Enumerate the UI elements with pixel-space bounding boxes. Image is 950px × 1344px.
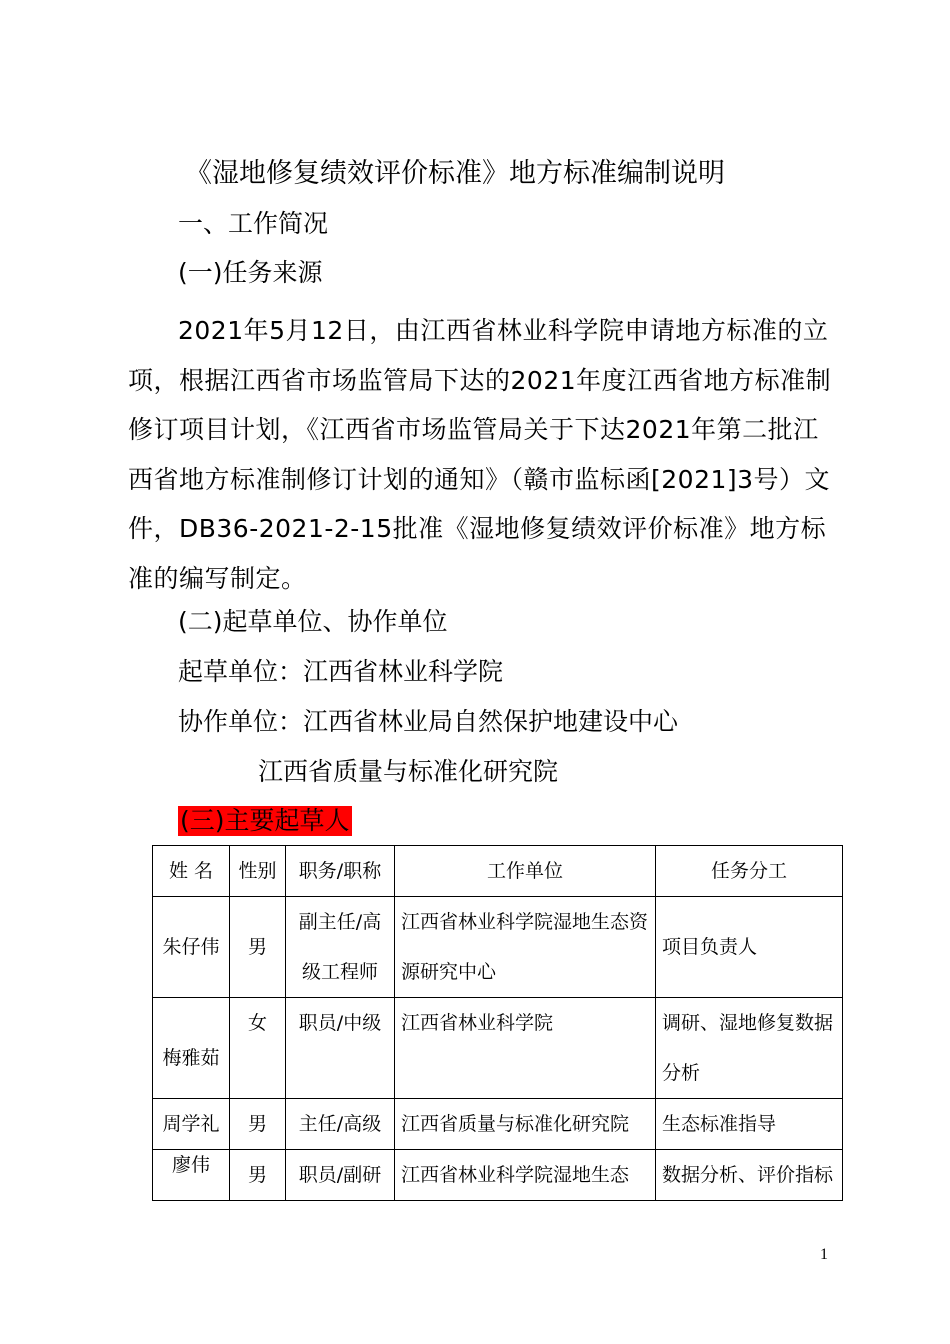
task-cell: 数据分析、评价指标: [656, 1150, 843, 1201]
title-cell: 职员/中级: [286, 998, 395, 1099]
table-header-row: [153, 846, 843, 897]
gender-cell: 男: [230, 897, 286, 998]
title-cell: 副主任/高级工程师: [286, 897, 395, 998]
document-title: 《湿地修复绩效评价标准》地方标准编制说明: [185, 158, 725, 189]
unit-cell: 江西省林业科学院: [395, 998, 656, 1099]
task-cell: 生态标准指导: [656, 1099, 843, 1150]
name-cell: 周学礼: [153, 1099, 230, 1150]
table-row: [153, 998, 843, 1099]
header-cell: 姓 名: [153, 846, 230, 897]
subsection-heading-highlighted: [178, 805, 352, 837]
header-cell: 职务/职称: [286, 846, 395, 897]
page-number: 1: [820, 1246, 828, 1263]
gender-cell: 女: [230, 998, 286, 1099]
name-cell: 朱仔伟: [153, 897, 230, 998]
table-row: [153, 1099, 843, 1150]
section-heading: 一、工作简况: [178, 209, 329, 238]
name-cell: 廖伟: [153, 1150, 230, 1201]
header-cell: 任务分工: [656, 846, 843, 897]
header-cell: 性别: [230, 846, 286, 897]
gender-cell: 男: [230, 1099, 286, 1150]
task-cell: 调研、湿地修复数据分析: [656, 998, 843, 1099]
cooperating-unit-line: 协作单位：江西省林业局自然保护地建设中心: [178, 707, 679, 736]
highlighted-heading: (三)主要起草人: [180, 806, 350, 835]
gender-cell: 男: [230, 1150, 286, 1201]
table-row: [153, 1150, 843, 1201]
unit-cell: 江西省林业科学院湿地生态资源研究中心: [395, 897, 656, 998]
unit-cell: 江西省质量与标准化研究院: [395, 1099, 656, 1150]
table-row: [153, 897, 843, 998]
header-cell: 工作单位: [395, 846, 656, 897]
title-cell: 主任/高级: [286, 1099, 395, 1150]
drafters-table: [152, 845, 843, 1201]
title-cell: 职员/副研: [286, 1150, 395, 1201]
name-cell: 梅雅茹: [153, 998, 230, 1099]
task-source-paragraph: 2021年5月12日，由江西省林业科学院申请地方标准的立项，根据江西省市场监管局下达的2021年度江西省地方标准制修订项目计划，《江西省市场监管局关于下达2021年第二批江西省地方标准制修订计划的通知》（赣市监标函[2021]3号）文件，DB36-2021-2-15批准《湿地修复绩效评价标准》地方标准的编写制定。: [128, 316, 832, 593]
subsection-heading: (一)任务来源: [178, 258, 323, 287]
drafting-unit-line: 起草单位：江西省林业科学院: [178, 657, 504, 686]
unit-cell: 江西省林业科学院湿地生态: [395, 1150, 656, 1201]
cooperating-unit-line-2: 江西省质量与标准化研究院: [258, 757, 559, 786]
task-cell: 项目负责人: [656, 897, 843, 998]
subsection-heading: (二)起草单位、协作单位: [178, 607, 448, 636]
